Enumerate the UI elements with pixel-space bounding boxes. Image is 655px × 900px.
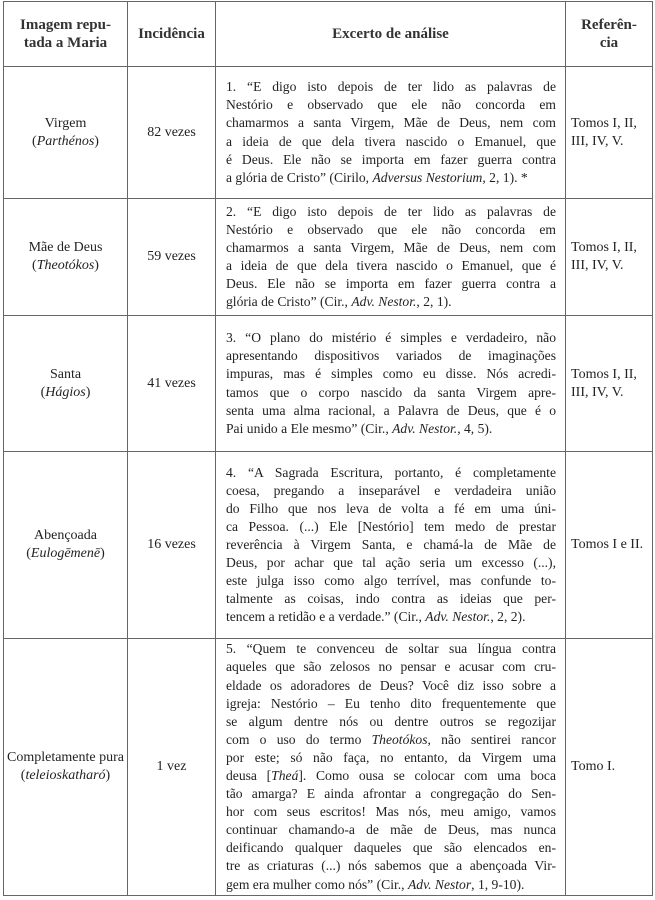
excerpt-text: Pai unido a Ele mesmo” (Cir., bbox=[226, 420, 393, 436]
reference-cell: Tomo I. bbox=[566, 639, 653, 896]
excerpt-line bbox=[226, 347, 556, 365]
image-name: Completamente pura bbox=[6, 750, 125, 765]
greek-term: Theotókos bbox=[36, 258, 95, 273]
excerpt-text: igreja: Nestório – Eu tenho dito frequentemente que bbox=[226, 695, 556, 711]
excerpt-text: 3. “O plano do mistério é simples e verdadeiro, não bbox=[226, 330, 556, 346]
excerpt-line bbox=[226, 518, 556, 536]
excerpt-text: tão amarga? E ainda afrontar a congregação do Sen- bbox=[226, 786, 556, 802]
excerpt-text: Nestório e observado que ele não concorda em bbox=[226, 97, 556, 113]
excerpt-line bbox=[226, 640, 556, 658]
excerpt-text: a glória de Cristo” (Cirilo, bbox=[226, 169, 373, 185]
citation-title: Adv. Nestor. bbox=[425, 609, 491, 625]
excerpt-line bbox=[226, 151, 556, 169]
excerpt-line bbox=[226, 857, 556, 875]
table-row bbox=[4, 199, 653, 316]
excerpt-text: se algum dentre nós ou dentre outros se regozijar bbox=[226, 713, 556, 729]
excerpt-text: deusa [ bbox=[226, 768, 272, 783]
excerpt-cell bbox=[216, 316, 566, 452]
image-name: Abençoada bbox=[34, 528, 97, 543]
excerpt-text: eldade os adoradores de Deus? Você diz isso sobre a bbox=[226, 677, 556, 693]
excerpt-line bbox=[226, 572, 556, 590]
excerpt-text: 4. “A Sagrada Escritura, portanto, é completamente bbox=[226, 464, 556, 480]
reference-cell: Tomos I e II. bbox=[566, 452, 653, 639]
greek-term: Eulogēmenē bbox=[30, 546, 101, 561]
header-row bbox=[4, 2, 653, 67]
excerpt-line bbox=[226, 821, 556, 839]
excerpt-line bbox=[226, 169, 556, 187]
excerpt-line bbox=[226, 482, 556, 500]
excerpt-text: talmente as coisas, indo contra as ideias que per- bbox=[226, 591, 556, 607]
excerpt-text: senta uma alma racional, a Palavra de Deus, que é o bbox=[226, 402, 556, 418]
excerpt-line bbox=[226, 536, 556, 554]
excerpt-line bbox=[226, 239, 556, 257]
reference-cell: Tomos I, II, III, IV, V. bbox=[566, 199, 653, 316]
excerpt-text: com o uso do termo bbox=[226, 731, 372, 747]
incidence-cell: 16 vezes bbox=[128, 452, 216, 639]
excerpt-text: , 1, 9-10). bbox=[471, 876, 525, 892]
excerpt-cell bbox=[216, 639, 566, 896]
excerpt-line bbox=[226, 384, 556, 402]
excerpt-line bbox=[226, 402, 556, 420]
citation-title: Theá bbox=[271, 768, 299, 783]
image-cell: Completamente pura (teleioskatharó) bbox=[4, 639, 128, 896]
excerpt-line bbox=[226, 590, 556, 608]
excerpt-line bbox=[226, 221, 556, 239]
excerpt-line bbox=[226, 133, 556, 151]
excerpt-text: chamarmos a santa Virgem, Mãe de Deus, nem com bbox=[226, 239, 556, 255]
citation-title: Adv. Nestor bbox=[407, 876, 472, 892]
excerpt-text: gem era mulher como nós” (Cir., bbox=[226, 876, 408, 892]
excerpt-text: ca Pessoa. (...) Ele [Nestório] tem medo de prestar bbox=[226, 518, 556, 534]
table-row bbox=[4, 639, 653, 896]
excerpt-text: aqueles que são zelosos no pensar e acusar com cru- bbox=[226, 659, 556, 675]
excerpt-line bbox=[226, 96, 556, 114]
excerpt-line bbox=[226, 293, 556, 311]
incidence-cell: 41 vezes bbox=[128, 316, 216, 452]
citation-title: Adv. Nestor. bbox=[392, 420, 458, 436]
citation-title: Theotókos bbox=[371, 731, 428, 747]
excerpt-line bbox=[226, 275, 556, 293]
image-cell: Abençoada (Eulogēmenē) bbox=[4, 452, 128, 639]
excerpt-line bbox=[226, 876, 556, 894]
reference-cell: Tomos I, II, III, IV, V. bbox=[566, 67, 653, 199]
image-cell: Virgem (Parthénos) bbox=[4, 67, 128, 199]
excerpt-text: é Deus. Ele não se importa em fazer guerra contra bbox=[226, 151, 556, 167]
header-excerpt: Excerto de análise bbox=[216, 2, 566, 67]
image-name: Santa bbox=[49, 366, 82, 382]
excerpt-text: este julga isso como algo terrível, mas confunde to- bbox=[226, 573, 556, 589]
excerpt-text: glória de Cristo” (Cir., bbox=[226, 294, 352, 310]
excerpt-text: coesa, pregando a inseparável e verdadeira união bbox=[226, 482, 556, 498]
excerpt-line bbox=[226, 464, 556, 482]
excerpt-text: , 2, 1). bbox=[416, 294, 452, 310]
excerpt-line bbox=[226, 608, 556, 626]
excerpt-text: tre as criaturas (...) nós sabemos que a abençoada Vir- bbox=[226, 858, 556, 874]
excerpt-line bbox=[226, 203, 556, 221]
excerpt-line bbox=[226, 785, 556, 803]
excerpt-line bbox=[226, 365, 556, 383]
excerpt-line bbox=[226, 731, 556, 749]
excerpt-text: ]. Como ousa se colocar com uma boca bbox=[298, 768, 556, 783]
excerpt-text: por este; só não faça, no entanto, da Virgem uma bbox=[226, 749, 556, 765]
excerpt-text: a ideia de que dela tivera nascido o Emanuel, que é bbox=[226, 258, 556, 273]
greek-term: teleioskatharó bbox=[25, 768, 106, 783]
excerpt-line bbox=[226, 713, 556, 731]
excerpt-text: , não sentirei rancor bbox=[427, 731, 556, 747]
excerpt-line bbox=[226, 554, 556, 572]
reference-cell: Tomos I, II, III, IV, V. bbox=[566, 316, 653, 452]
excerpt-text: 5. “Quem te convenceu de soltar sua língua contra bbox=[226, 641, 556, 657]
excerpt-text: tamos que o corpo nascido da santa Virgem apre- bbox=[226, 384, 556, 400]
header-image: Imagem repu- tada a Maria bbox=[4, 2, 128, 67]
incidence-cell: 59 vezes bbox=[128, 199, 216, 316]
excerpt-cell bbox=[216, 452, 566, 639]
excerpt-cell bbox=[216, 67, 566, 199]
excerpt-line bbox=[226, 658, 556, 676]
table-row bbox=[4, 67, 653, 199]
excerpt-line bbox=[226, 695, 556, 713]
excerpt-line bbox=[226, 114, 556, 132]
excerpt-line bbox=[226, 767, 556, 785]
excerpt-text: continuar chamando-a de mãe de Deus, mas nunca bbox=[226, 822, 556, 838]
excerpt-text: reverência à Virgem Santa, e chamá-la de Mãe de bbox=[226, 536, 556, 552]
excerpt-cell bbox=[216, 199, 566, 316]
header-reference: Referên- cia bbox=[566, 2, 653, 67]
table-row bbox=[4, 316, 653, 452]
excerpt-text: do Filho que nos leva de volta a fé em uma úni- bbox=[226, 500, 556, 516]
greek-term: Hágios bbox=[45, 384, 86, 400]
excerpt-line bbox=[226, 803, 556, 821]
excerpt-text: a ideia de que dela tivera nascido o Emanuel, que bbox=[226, 133, 556, 149]
incidence-cell: 1 vez bbox=[128, 639, 216, 896]
image-cell: Mãe de Deus (Theotókos) bbox=[4, 199, 128, 316]
excerpt-text: , 4, 5). bbox=[457, 420, 493, 436]
excerpt-text: impuras, mas é simples como eu disse. Nós acredi- bbox=[226, 366, 556, 382]
image-name: Virgem bbox=[44, 115, 87, 131]
marian-images-table bbox=[3, 1, 653, 896]
incidence-cell: 82 vezes bbox=[128, 67, 216, 199]
image-name: Mãe de Deus bbox=[28, 240, 103, 255]
excerpt-text: chamarmos a santa Virgem, Mãe de Deus, nem com bbox=[226, 115, 556, 131]
excerpt-text: hor com seus escritos! Mas nós, meu amigo, vamos bbox=[226, 804, 556, 820]
excerpt-text: 1. “E digo isto depois de ter lido as palavras de bbox=[226, 79, 556, 95]
excerpt-text: Deus, por achar que tal ação seria um excesso (...), bbox=[226, 555, 556, 571]
excerpt-line bbox=[226, 257, 556, 275]
excerpt-text: 2. “E digo isto depois de ter lido as palavras de bbox=[226, 203, 556, 219]
excerpt-text: Nestório e observado que ele não concorda em bbox=[226, 221, 556, 237]
excerpt-line bbox=[226, 78, 556, 96]
excerpt-text: , 2, 1). * bbox=[482, 169, 528, 185]
excerpt-line bbox=[226, 839, 556, 857]
image-cell: Santa (Hágios) bbox=[4, 316, 128, 452]
table-row bbox=[4, 452, 653, 639]
greek-term: Parthénos bbox=[36, 133, 95, 149]
excerpt-line bbox=[226, 500, 556, 518]
citation-title: Adversus Nestorium bbox=[372, 169, 483, 185]
excerpt-line bbox=[226, 420, 556, 438]
citation-title: Adv. Nestor. bbox=[351, 294, 417, 310]
excerpt-text: tencem a retidão e a verdade.” (Cir., bbox=[226, 609, 426, 625]
excerpt-text: Deus. Ele não se importa em fazer guerra contra a bbox=[226, 276, 556, 292]
excerpt-line bbox=[226, 749, 556, 767]
excerpt-text: apresentando dispositivos variados de imaginações bbox=[226, 348, 556, 364]
excerpt-line bbox=[226, 329, 556, 347]
header-incidence: Incidência bbox=[128, 2, 216, 67]
excerpt-line bbox=[226, 677, 556, 695]
excerpt-text: , 2, 2). bbox=[490, 609, 526, 625]
excerpt-text: deificando qualquer daqueles que são elencados en- bbox=[226, 840, 556, 856]
